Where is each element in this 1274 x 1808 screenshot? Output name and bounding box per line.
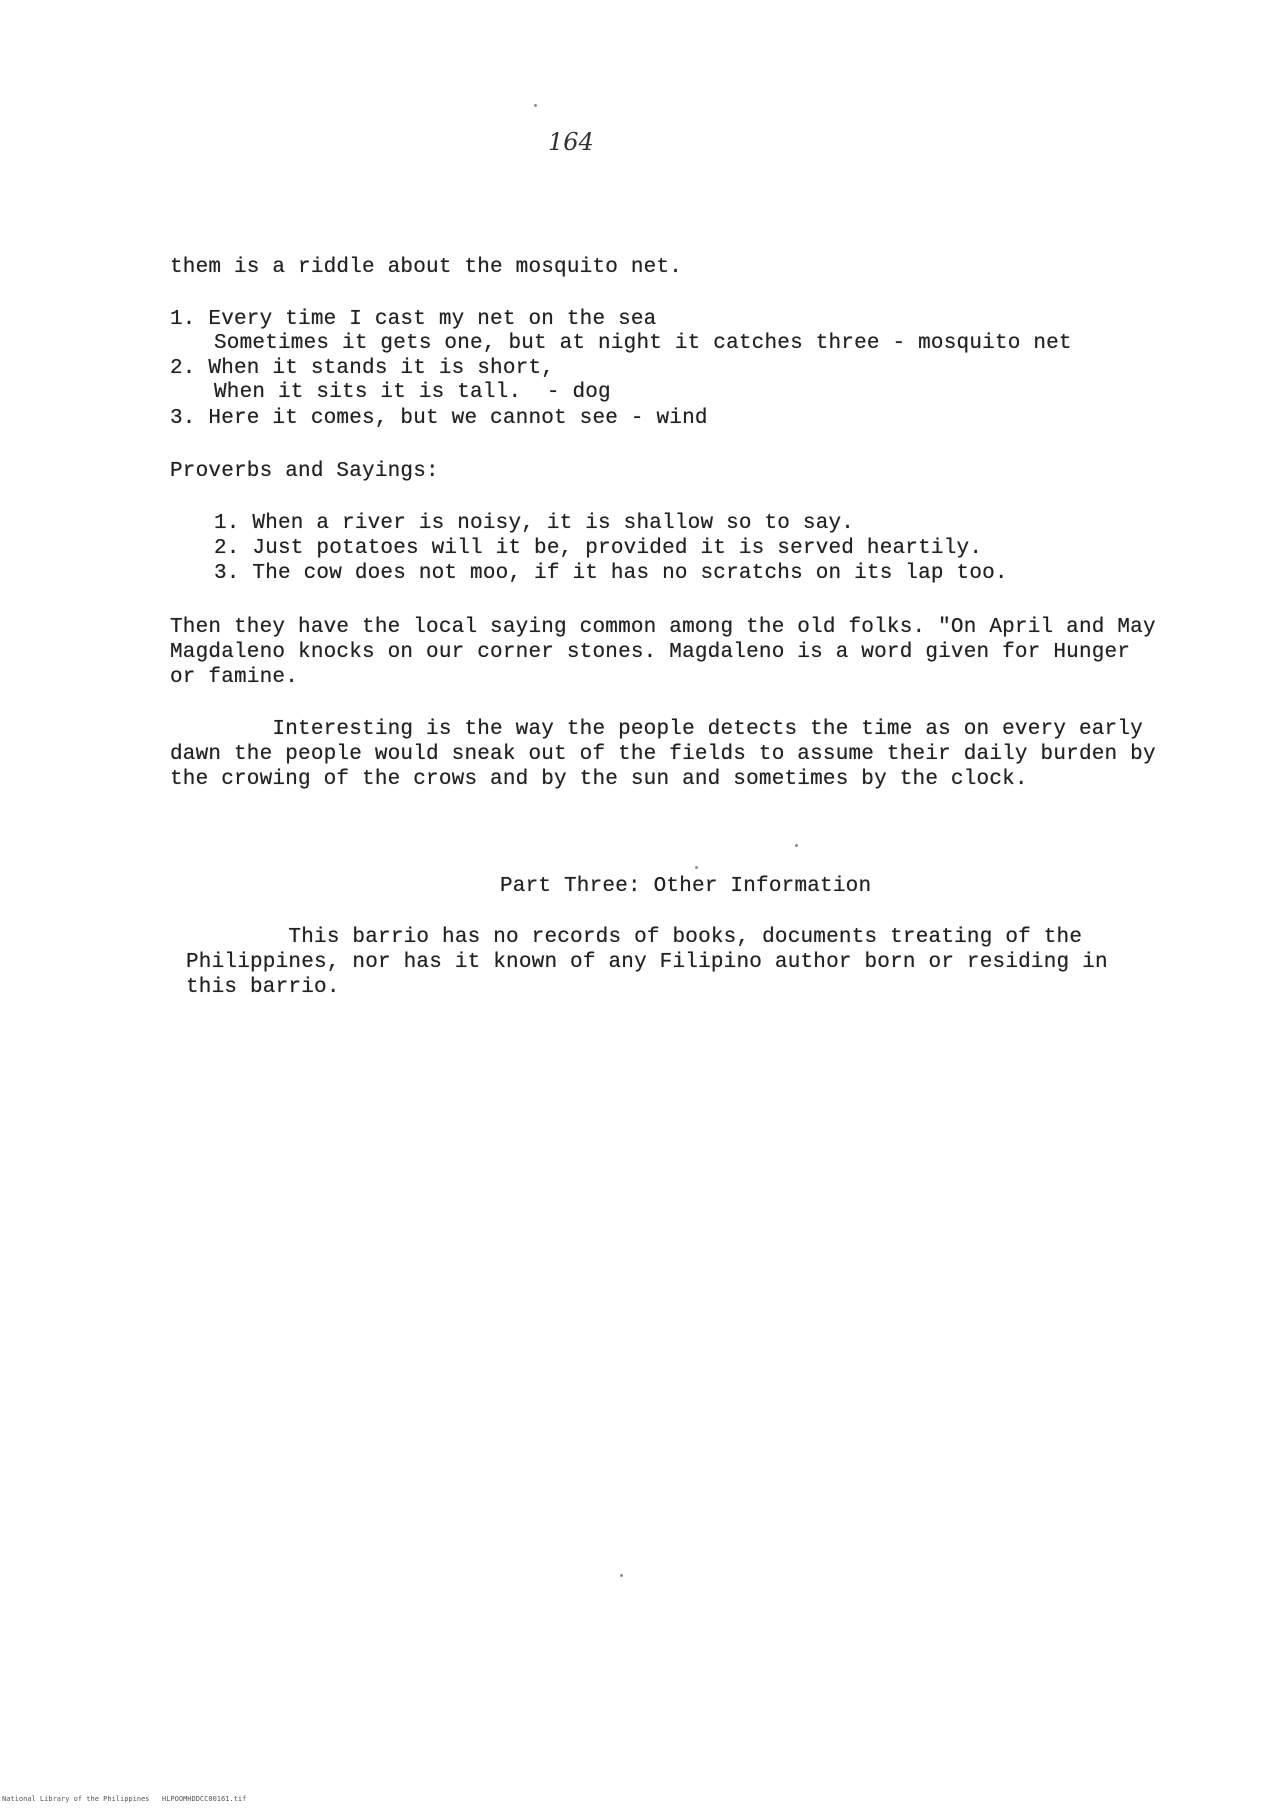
time-paragraph-line-3: the crowing of the crows and by the sun and sometimes by the clock. <box>170 768 1028 791</box>
local-saying-line-3: or famine. <box>170 666 299 689</box>
footer-file-name: HLPOOMHDDCC00161.tif <box>162 1795 247 1803</box>
scan-speck <box>795 844 798 847</box>
proverb-3: 3. The cow does not moo, if it has no scratchs on its lap too. <box>214 562 1008 585</box>
time-paragraph-line-1: Interesting is the way the people detects the time as on every early <box>170 718 1143 741</box>
riddle-1-line-2: Sometimes it gets one, but at night it catches three - mosquito net <box>214 332 1072 355</box>
riddle-1-line-1: 1. Every time I cast my net on the sea <box>170 308 657 331</box>
proverb-1: 1. When a river is noisy, it is shallow so to say. <box>214 512 855 535</box>
local-saying-line-1: Then they have the local saying common among the old folks. "On April and May <box>170 616 1156 639</box>
proverbs-heading: Proverbs and Sayings: <box>170 460 439 483</box>
riddle-2-line-1: 2. When it stands it is short, <box>170 357 555 380</box>
part-three-line-2: Philippines, nor has it known of any Filipino author born or residing in <box>186 951 1108 974</box>
page-number: 164 <box>548 128 594 156</box>
scan-speck <box>534 104 537 107</box>
scan-speck <box>695 866 698 869</box>
intro-line: them is a riddle about the mosquito net. <box>170 256 683 279</box>
footer-library-name: National Library of the Philippines <box>2 1795 150 1803</box>
riddle-3-line-1: 3. Here it comes, but we cannot see - wind <box>170 407 708 430</box>
proverb-2: 2. Just potatoes will it be, provided it is served heartily. <box>214 537 983 560</box>
part-three-line-3: this barrio. <box>186 976 340 999</box>
scan-speck <box>620 1574 623 1577</box>
riddle-2-line-2: When it sits it is tall. - dog <box>214 381 611 404</box>
part-three-heading: Part Three: Other Information <box>500 875 872 898</box>
time-paragraph-line-2: dawn the people would sneak out of the fields to assume their daily burden by <box>170 743 1156 766</box>
local-saying-line-2: Magdaleno knocks on our corner stones. Magdaleno is a word given for Hunger <box>170 641 1131 664</box>
part-three-line-1: This barrio has no records of books, documents treating of the <box>186 926 1083 949</box>
